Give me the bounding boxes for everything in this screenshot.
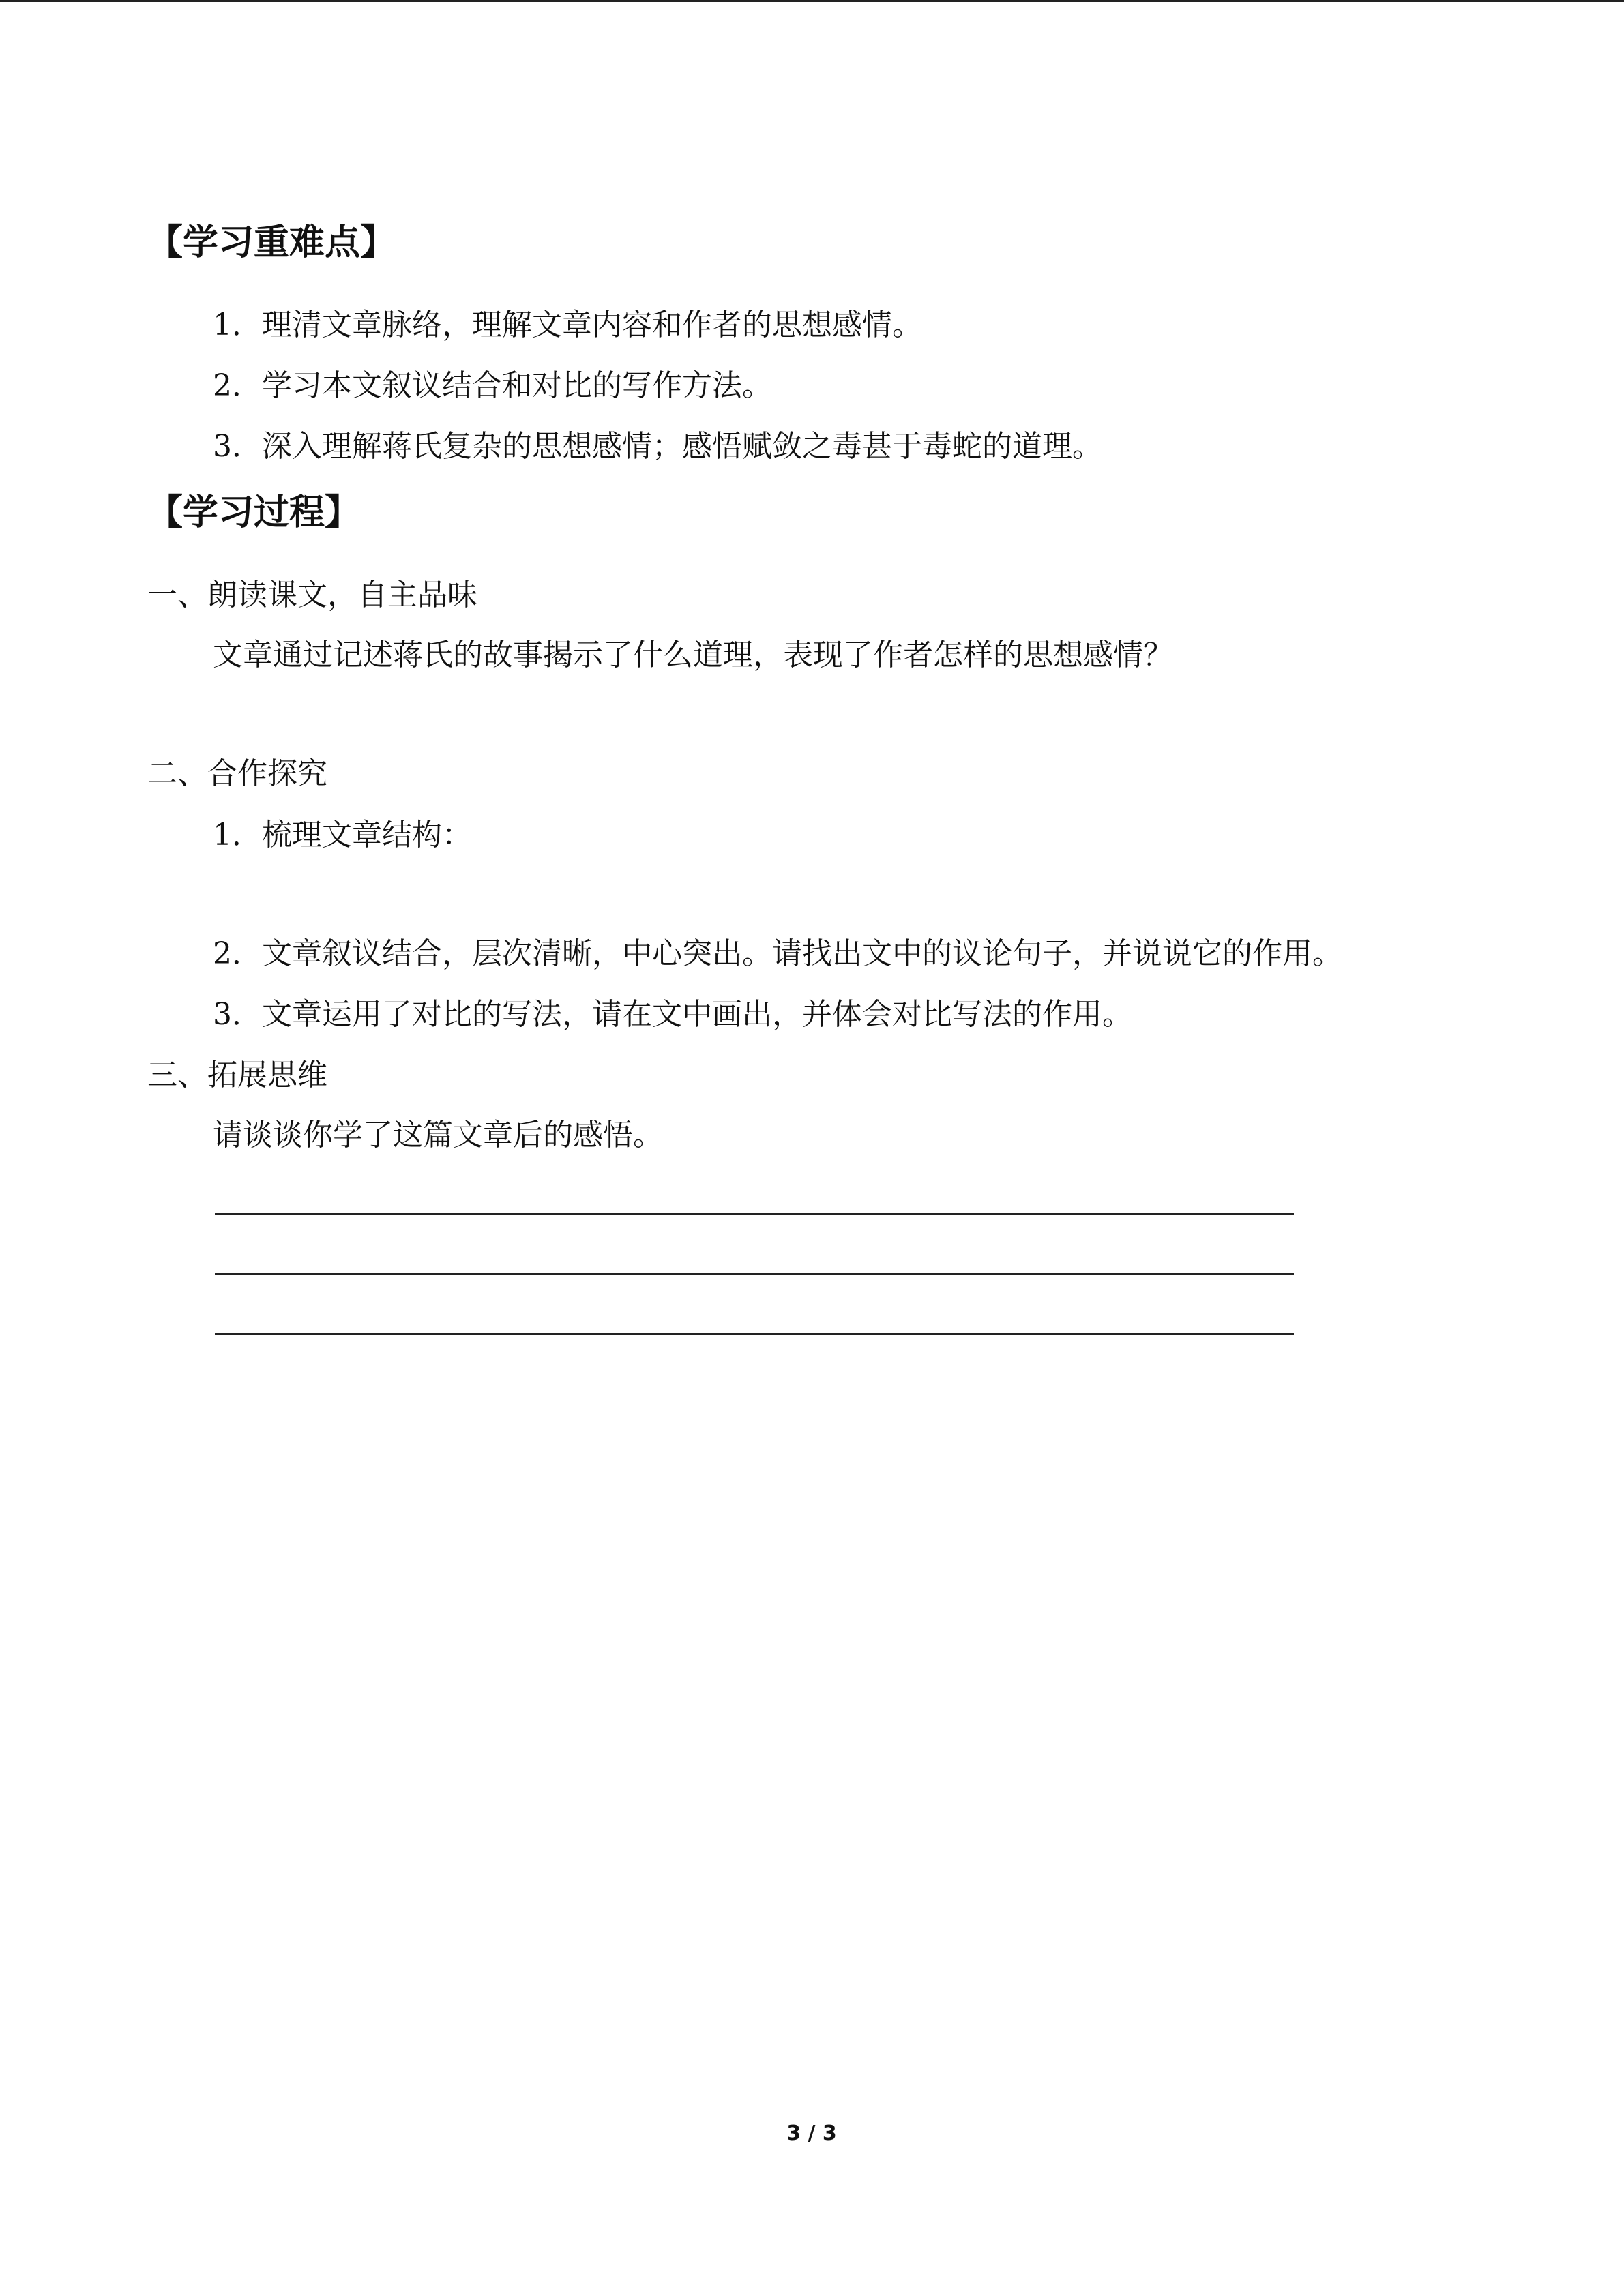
answer-line [215, 1273, 1294, 1275]
page-number: 3 / 3 [786, 2121, 837, 2145]
part3-question: 请谈谈你学了这篇文章后的感悟。 [213, 1118, 663, 1152]
part2-title: 二、合作探究 [147, 756, 327, 791]
answer-line [215, 1333, 1294, 1335]
key-point-item-1: 1．理清文章脉络，理解文章内容和作者的思想感情。 [213, 308, 922, 342]
part2-item-1: 1．梳理文章结构： [213, 818, 472, 852]
part1-title: 一、朗读课文，自主品味 [147, 578, 477, 612]
part1-question: 文章通过记述蒋氏的故事揭示了什么道理，表现了作者怎样的思想感情？ [213, 638, 1173, 672]
part2-item-3: 3．文章运用了对比的写法，请在文中画出，并体会对比写法的作用。 [213, 997, 1132, 1032]
section-heading-key-points: 【学习重难点】 [147, 222, 396, 263]
answer-line [215, 1213, 1294, 1215]
key-point-item-2: 2．学习本文叙议结合和对比的写作方法。 [213, 368, 772, 403]
part2-item-2: 2．文章叙议结合，层次清晰，中心突出。请找出文中的议论句子，并说说它的作用。 [213, 936, 1342, 971]
part3-title: 三、拓展思维 [147, 1058, 327, 1092]
key-point-item-3: 3．深入理解蒋氏复杂的思想感情；感悟赋敛之毒甚于毒蛇的道理。 [213, 429, 1102, 464]
section-heading-process: 【学习过程】 [147, 492, 361, 533]
